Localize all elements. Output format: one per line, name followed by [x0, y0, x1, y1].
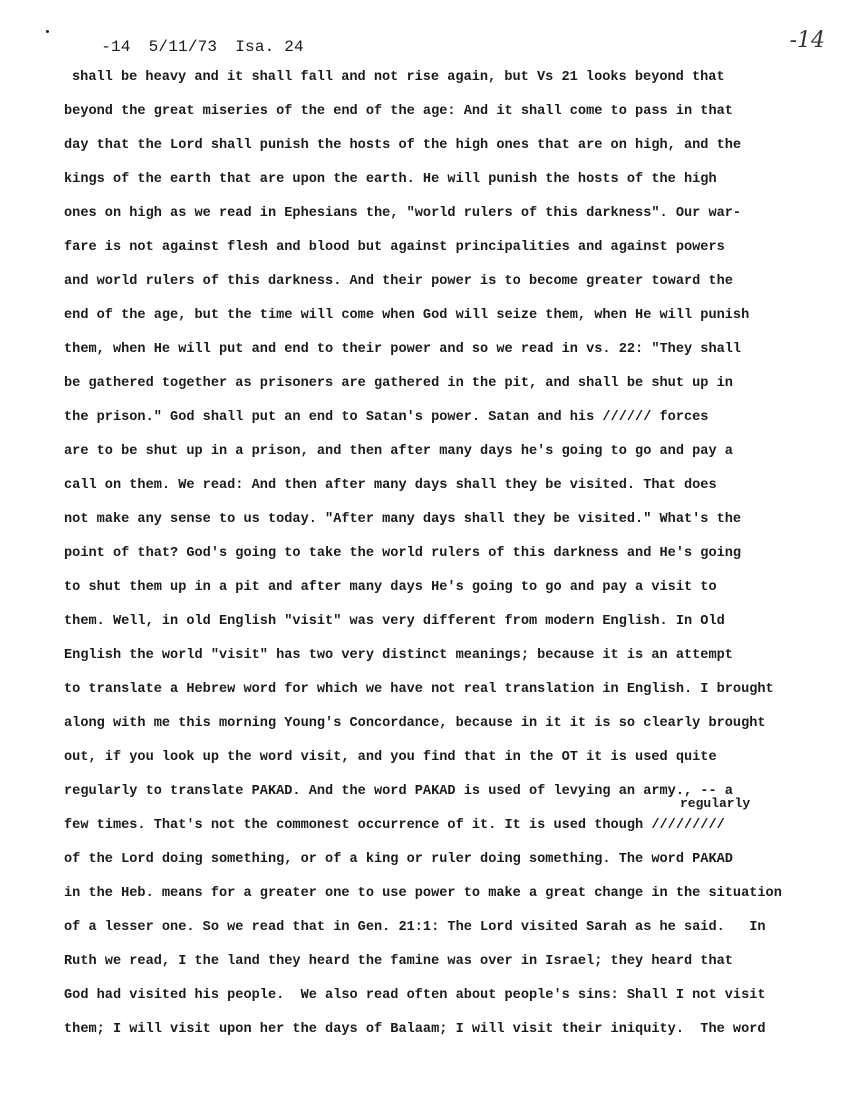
text-line: point of that? God's going to take the world rulers of this darkness and He's going — [64, 546, 742, 561]
text-line: them, when He will put and end to their power and so we read in vs. 22: "They shall — [64, 342, 742, 357]
text-line: of the Lord doing something, or of a king or ruler doing something. The word PAKAD — [64, 852, 733, 867]
handwritten-page-number: -14 — [789, 28, 825, 53]
text-line: in the Heb. means for a greater one to use power to make a great change in the situation — [64, 886, 782, 901]
text-line: God had visited his people. We also read often about people's sins: Shall I not visit — [64, 988, 766, 1003]
page-ref: -14 — [101, 38, 131, 56]
text-line: to translate a Hebrew word for which we have not real translation in English. I brought — [64, 682, 774, 697]
text-line: beyond the great miseries of the end of the age: And it shall come to pass in that — [64, 104, 733, 119]
text-line: kings of the earth that are upon the earth. He will punish the hosts of the high — [64, 172, 717, 187]
text-line: call on them. We read: And then after many days shall they be visited. That does — [64, 478, 717, 493]
text-line: along with me this morning Young's Concordance, because in it it is so clearly brought — [64, 716, 766, 731]
text-line: shall be heavy and it shall fall and not rise again, but Vs 21 looks beyond that — [72, 70, 725, 85]
text-line: the prison." God shall put an end to Satan's power. Satan and his ////// forces — [64, 410, 709, 425]
text-line: be gathered together as prisoners are gathered in the pit, and shall be shut up in — [64, 376, 733, 391]
text-line: to shut them up in a pit and after many days He's going to go and pay a visit to — [64, 580, 717, 595]
text-line: them. Well, in old English "visit" was very different from modern English. In Old — [64, 614, 725, 629]
text-line: regularly to translate PAKAD. And the word PAKAD is used of levying an army., -- a — [64, 784, 733, 799]
text-line: day that the Lord shall punish the hosts of the high ones that are on high, and the — [64, 138, 742, 153]
text-line: are to be shut up in a prison, and then after many days he's going to go and pay a — [64, 444, 733, 459]
interline-insertion: regularly — [680, 796, 751, 811]
date: 5/11/73 — [148, 38, 218, 56]
text-line: Ruth we read, I the land they heard the famine was over in Israel; they heard that — [64, 954, 733, 969]
passage-ref: Isa. 24 — [235, 38, 304, 56]
text-line: them; I will visit upon her the days of Balaam; I will visit their iniquity. The word — [64, 1022, 766, 1037]
text-line: few times. That's not the commonest occurrence of it. It is used though ///////// — [64, 818, 725, 833]
text-line: and world rulers of this darkness. And their power is to become greater toward the — [64, 274, 733, 289]
text-line: out, if you look up the word visit, and you find that in the OT it is used quite — [64, 750, 717, 765]
page-header — [62, 20, 322, 74]
text-line: of a lesser one. So we read that in Gen. 21:1: The Lord visited Sarah as he said. In — [64, 920, 766, 935]
text-line: end of the age, but the time will come when God will seize them, when He will punish — [64, 308, 750, 323]
text-line: fare is not against flesh and blood but against principalities and against powers — [64, 240, 725, 255]
text-line: English the world "visit" has two very distinct meanings; because it is an attempt — [64, 648, 733, 663]
text-line: ones on high as we read in Ephesians the, "world rulers of this darkness". Our war- — [64, 206, 742, 221]
text-line: not make any sense to us today. "After many days shall they be visited." What's the — [64, 512, 742, 527]
stray-mark — [46, 30, 49, 33]
